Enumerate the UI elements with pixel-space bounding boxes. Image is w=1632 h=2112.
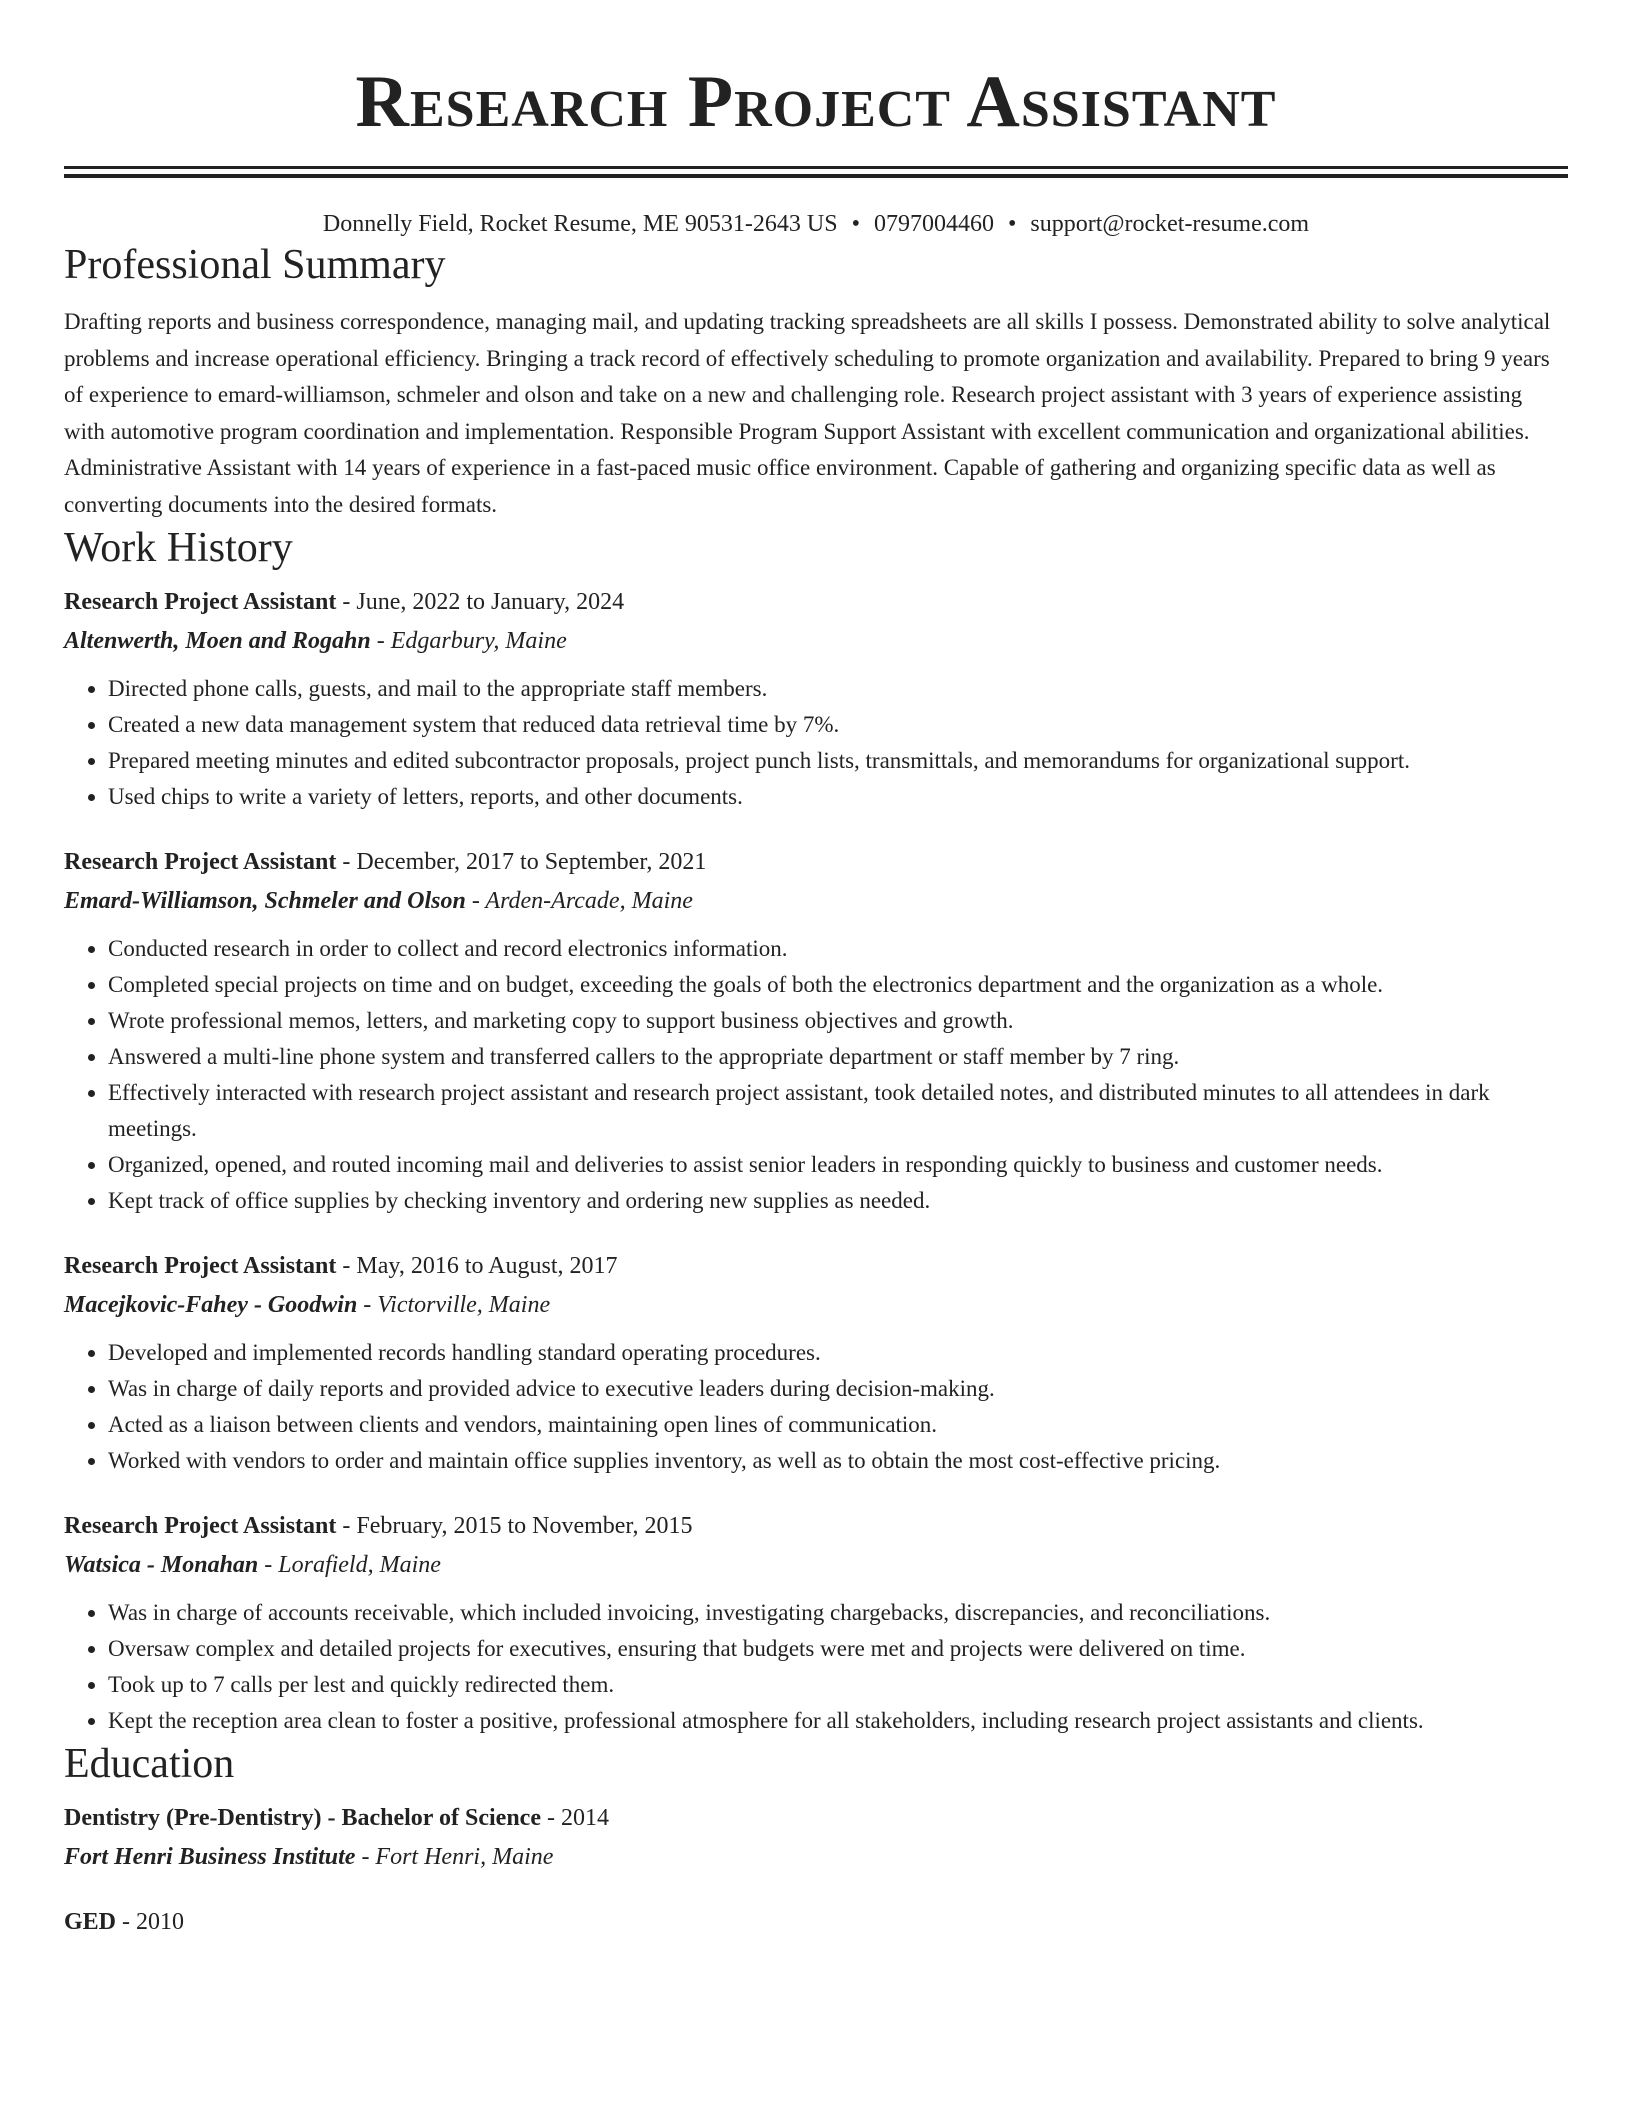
title-rule-thin: [64, 174, 1568, 178]
duty-item: • Worked with vendors to order and maintain office supplies inventory, as well as to obtain the most cost-effective pricing.: [108, 1443, 1568, 1479]
job-company-line: [64, 881, 1568, 921]
job-company: Watsica - Monahan: [64, 1552, 259, 1578]
education-school: Fort Henri Business Institute: [64, 1844, 356, 1870]
education-degree: GED: [64, 1909, 117, 1935]
contact-phone: 0797004460: [873, 211, 994, 237]
job-title-line: [64, 1247, 1568, 1285]
duty-item: • Took up to 7 calls per lest and quickly redirected them.: [108, 1667, 1568, 1703]
duty-item: • Kept track of office supplies by checking inventory and ordering new supplies as needed.: [108, 1183, 1568, 1219]
job-role: Research Project Assistant: [64, 589, 337, 615]
education-heading: Education: [64, 1741, 235, 1787]
job-company: Macejkovic-Fahey - Goodwin: [64, 1292, 358, 1318]
job-duties: [64, 931, 1568, 1219]
job-company-line: [64, 1285, 1568, 1325]
education-entry: [64, 1799, 1568, 1877]
contact-email: support@rocket-resume.com: [1030, 211, 1310, 237]
job-dates: - June, 2022 to January, 2024: [336, 589, 625, 615]
education-location: - Fort Henri, Maine: [355, 1844, 554, 1870]
job-dates: - May, 2016 to August, 2017: [336, 1253, 618, 1279]
job-location: - Victorville, Maine: [357, 1292, 551, 1318]
duty-item: • Conducted research in order to collect and record electronics information.: [108, 931, 1568, 967]
duty-item: • Directed phone calls, guests, and mail to the appropriate staff members.: [108, 671, 1568, 707]
page-title: Research Project Assistant: [355, 61, 1277, 143]
job-location: - Lorafield, Maine: [258, 1552, 441, 1578]
summary-heading: Professional Summary: [64, 242, 446, 288]
job-title-line: [64, 583, 1568, 621]
job-location: - Arden-Arcade, Maine: [465, 888, 693, 914]
education-degree-line: [64, 1799, 1568, 1837]
job-entry: [64, 1247, 1568, 1479]
job-duties: [64, 1335, 1568, 1479]
job-duties: [64, 1595, 1568, 1739]
education-degree: Dentistry (Pre-Dentistry) - Bachelor of Science: [64, 1805, 541, 1831]
job-company-line: [64, 621, 1568, 661]
contact-line: [64, 208, 1568, 240]
contact-address: Donnelly Field, Rocket Resume, ME 90531-2643 US: [322, 211, 838, 237]
job-title-line: [64, 843, 1568, 881]
duty-item: • Acted as a liaison between clients and vendors, maintaining open lines of communication.: [108, 1407, 1568, 1443]
contact-separator: •: [851, 211, 860, 237]
education-year: - 2014: [540, 1805, 609, 1831]
job-role: Research Project Assistant: [64, 1513, 337, 1539]
education-entry: [64, 1903, 1568, 1941]
job-company-line: [64, 1545, 1568, 1585]
duty-item: • Wrote professional memos, letters, and marketing copy to support business objectives and growth.: [108, 1003, 1568, 1039]
job-dates: - February, 2015 to November, 2015: [336, 1513, 693, 1539]
job-company: Emard-Williamson, Schmeler and Olson: [64, 888, 466, 914]
contact-separator: •: [1007, 211, 1017, 237]
duty-item: • Answered a multi-line phone system and transferred callers to the appropriate department or staff member by 7 ring.: [108, 1039, 1568, 1075]
work-history-heading: Work History: [64, 525, 293, 571]
job-role: Research Project Assistant: [64, 1253, 337, 1279]
duty-item: • Completed special projects on time and on budget, exceeding the goals of both the electronics department and the organization as a whole.: [108, 967, 1568, 1003]
education-school-line: [64, 1837, 1568, 1877]
job-role: Research Project Assistant: [64, 849, 337, 875]
job-entry: [64, 1507, 1568, 1739]
duty-item: • Was in charge of accounts receivable, which included invoicing, investigating chargebacks, discrepancies, and reconciliations.: [108, 1595, 1568, 1631]
duty-item: • Effectively interacted with research project assistant and research project assistant, took detailed notes, and distributed minutes to all attendees in dark meetings.: [108, 1075, 1568, 1147]
education-year: - 2010: [116, 1909, 185, 1935]
job-dates: - December, 2017 to September, 2021: [336, 849, 707, 875]
job-entry: [64, 583, 1568, 815]
summary-text: Drafting reports and business correspondence, managing mail, and updating tracking spreadsheets are all skills I possess. Demonstrated ability to solve analytical problems and increase operational efficiency. Bringing a track record of effectively scheduling to promote organization and availability. Prepared to bring 9 years of experience to emard-williamson, schmeler and olson and take on a new and challenging role. Research project assistant with 3 years of experience assisting with automotive program coordination and implementation. Responsible Program Support Assistant with excellent communication and organizational abilities. Administrative Assistant with 14 years of experience in a fast-paced music office environment. Capable of gathering and organizing specific data as well as converting documents into the desired formats.: [64, 309, 1551, 517]
job-company: Altenwerth, Moen and Rogahn: [64, 628, 371, 654]
resume-page: [64, 0, 1568, 1941]
duty-item: • Created a new data management system that reduced data retrieval time by 7%.: [108, 707, 1568, 743]
duty-item: • Developed and implemented records handling standard operating procedures.: [108, 1335, 1568, 1371]
job-title-line: [64, 1507, 1568, 1545]
duty-item: • Organized, opened, and routed incoming mail and deliveries to assist senior leaders in responding quickly to business and customer needs.: [108, 1147, 1568, 1183]
duty-item: • Kept the reception area clean to foster a positive, professional atmosphere for all stakeholders, including research project assistants and clients.: [108, 1703, 1568, 1739]
education-degree-line: [64, 1903, 1568, 1941]
duty-item: • Oversaw complex and detailed projects for executives, ensuring that budgets were met and projects were delivered on time.: [108, 1631, 1568, 1667]
job-location: - Edgarbury, Maine: [370, 628, 567, 654]
duty-item: • Used chips to write a variety of letters, reports, and other documents.: [108, 779, 1568, 815]
job-entry: [64, 843, 1568, 1219]
duty-item: • Prepared meeting minutes and edited subcontractor proposals, project punch lists, transmittals, and memorandums for organizational support.: [108, 743, 1568, 779]
duty-item: • Was in charge of daily reports and provided advice to executive leaders during decision-making.: [108, 1371, 1568, 1407]
job-duties: [64, 671, 1568, 815]
